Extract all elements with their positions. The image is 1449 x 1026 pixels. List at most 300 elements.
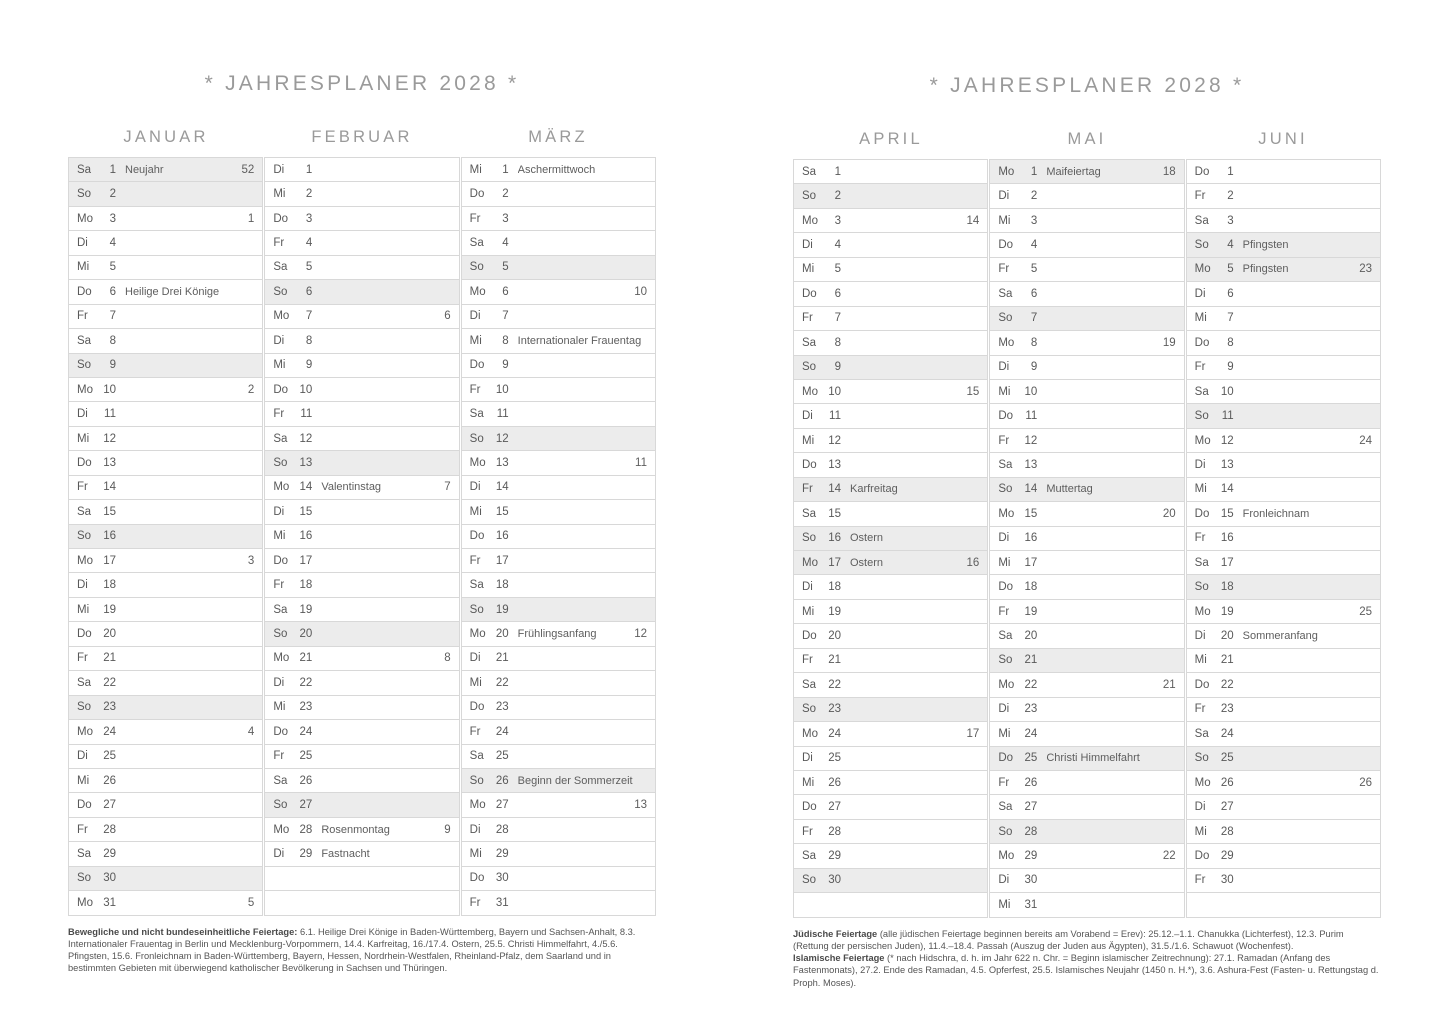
day-row (69, 867, 262, 891)
day-number: 9 (502, 359, 509, 372)
day-number: 29 (1024, 849, 1038, 862)
day-number: 11 (1221, 410, 1234, 423)
day-number: 4 (109, 237, 116, 250)
week-number: 18 (1162, 165, 1176, 178)
day-number: 21 (495, 652, 509, 665)
day-of-week: Sa (802, 678, 817, 691)
day-number: 17 (828, 556, 841, 569)
day-of-week: Di (998, 361, 1010, 374)
day-of-week: Do (77, 285, 92, 298)
day-row (1187, 722, 1380, 746)
month-column-märz (461, 157, 656, 916)
week-number: 13 (634, 799, 647, 812)
day-row (69, 207, 262, 231)
day-number: 9 (109, 359, 116, 372)
day-row (990, 282, 1183, 306)
day-of-week: So (273, 456, 288, 469)
day-of-week: Do (998, 581, 1014, 594)
day-number: 2 (834, 190, 841, 203)
day-row (990, 722, 1183, 746)
day-row (462, 231, 655, 255)
day-row (69, 622, 262, 646)
day-row (462, 842, 655, 866)
day-number: 27 (103, 799, 116, 812)
day-row (990, 624, 1183, 648)
day-of-week: So (469, 261, 484, 274)
day-number: 11 (300, 408, 313, 421)
day-of-week: Fr (802, 312, 813, 325)
page-left (0, 0, 724, 1026)
day-of-week: Di (1194, 801, 1206, 814)
day-of-week: Di (77, 750, 88, 763)
day-number: 10 (103, 383, 116, 396)
day-number: 9 (1227, 361, 1234, 374)
day-number: 25 (495, 750, 509, 763)
day-number: 30 (495, 872, 509, 885)
day-of-week: Sa (273, 261, 288, 274)
day-of-week: Sa (998, 287, 1013, 300)
day-number: 18 (1024, 581, 1038, 594)
day-of-week: Sa (273, 774, 288, 787)
day-number: 1 (834, 165, 841, 178)
day-of-week: So (802, 190, 817, 203)
day-number: 6 (305, 285, 313, 298)
day-row (462, 720, 655, 744)
day-number: 3 (834, 214, 841, 227)
day-row (462, 793, 655, 817)
week-number: 6 (444, 310, 451, 323)
day-number: 4 (502, 237, 509, 250)
day-row (1187, 502, 1380, 526)
day-number: 27 (299, 799, 313, 812)
day-of-week: Fr (802, 483, 813, 496)
day-of-week: Mo (1194, 434, 1211, 447)
week-number: 15 (966, 385, 980, 398)
day-number: 10 (828, 385, 841, 398)
day-number: 3 (1030, 214, 1038, 227)
day-number: 12 (828, 434, 841, 447)
day-number: 22 (103, 676, 116, 689)
day-row (69, 745, 262, 769)
day-row (794, 307, 987, 331)
day-number: 12 (299, 432, 313, 445)
day-number: 14 (828, 483, 841, 496)
day-number: 24 (103, 725, 116, 738)
day-of-week: Di (1194, 458, 1206, 471)
day-row (265, 354, 458, 378)
holiday-label: Valentinstag (321, 481, 382, 494)
week-number: 14 (966, 214, 980, 227)
day-of-week: Mi (998, 727, 1011, 740)
day-number: 4 (1227, 239, 1234, 252)
day-number: 30 (1220, 874, 1234, 887)
day-number: 27 (1024, 801, 1038, 814)
day-row (1187, 160, 1380, 184)
day-row (990, 771, 1183, 795)
day-number: 6 (109, 285, 116, 298)
day-of-week: So (469, 603, 484, 616)
month-column-juni (1186, 159, 1381, 918)
day-row (990, 698, 1183, 722)
day-of-week: So (273, 628, 288, 641)
day-number: 8 (1227, 336, 1234, 349)
day-of-week: Sa (998, 458, 1013, 471)
day-number: 14 (299, 481, 313, 494)
day-row (265, 622, 458, 646)
day-number: 1 (1227, 165, 1234, 178)
day-row (462, 402, 655, 426)
day-row (69, 329, 262, 353)
day-of-week: Mi (469, 676, 482, 689)
day-number: 23 (1024, 703, 1038, 716)
week-number: 3 (247, 554, 255, 567)
day-number: 24 (299, 725, 313, 738)
footnote-right (793, 928, 1381, 989)
day-row (265, 329, 458, 353)
day-of-week: Sa (77, 676, 92, 689)
day-row (1187, 380, 1380, 404)
day-row (265, 427, 458, 451)
day-of-week: Do (77, 628, 92, 641)
day-of-week: Mo (469, 799, 486, 812)
day-number: 2 (502, 188, 509, 201)
day-of-week: Mi (469, 334, 482, 347)
footnote-islamische (793, 952, 1381, 989)
day-of-week: Di (273, 163, 285, 176)
day-row (265, 525, 458, 549)
day-row (462, 867, 655, 891)
day-number: 26 (1024, 776, 1038, 789)
day-row (1187, 649, 1380, 673)
day-row (265, 598, 458, 622)
day-of-week: Di (802, 410, 813, 423)
day-of-week: So (802, 703, 817, 716)
day-number: 28 (495, 823, 509, 836)
footnote-left (68, 926, 656, 975)
day-row (462, 696, 655, 720)
day-row (69, 500, 262, 524)
day-number: 21 (1220, 654, 1234, 667)
day-number: 11 (1025, 410, 1038, 423)
day-of-week: Fr (802, 825, 813, 838)
day-of-week: Fr (802, 654, 813, 667)
day-of-week: Mi (1194, 483, 1207, 496)
day-number: 3 (305, 212, 313, 225)
day-row (990, 331, 1183, 355)
day-row (990, 673, 1183, 697)
day-number: 23 (299, 701, 313, 714)
day-of-week: Di (802, 581, 813, 594)
day-number: 15 (1024, 507, 1038, 520)
week-number: 17 (966, 727, 980, 740)
day-number: 25 (1024, 752, 1038, 765)
day-of-week: Mi (273, 188, 286, 201)
day-row (462, 745, 655, 769)
day-row (1187, 698, 1380, 722)
day-number: 19 (1220, 605, 1234, 618)
day-row (69, 451, 262, 475)
day-of-week: Fr (77, 652, 88, 665)
day-of-week: Mo (1194, 776, 1211, 789)
day-number: 21 (828, 654, 841, 667)
day-of-week: Fr (469, 896, 481, 909)
day-number: 1 (1030, 165, 1038, 178)
day-number: 30 (828, 874, 841, 887)
day-number: 26 (103, 774, 116, 787)
day-of-week: Do (802, 458, 817, 471)
day-number: 17 (1220, 556, 1234, 569)
day-of-week: Mi (1194, 312, 1207, 325)
day-of-week: Mo (1194, 263, 1211, 276)
day-number: 23 (495, 701, 509, 714)
footnote-juedische-lead: Jüdische Feiertage (793, 928, 878, 939)
day-of-week: So (469, 774, 484, 787)
day-number: 20 (103, 628, 116, 641)
day-of-week: Mo (802, 214, 818, 227)
day-of-week: Di (77, 579, 88, 592)
day-number: 10 (1220, 385, 1234, 398)
day-number: 12 (1220, 434, 1234, 447)
day-row (1187, 429, 1380, 453)
day-of-week: Sa (802, 336, 817, 349)
day-number: 24 (1220, 727, 1234, 740)
footnote-islamische-text: (* nach Hidschra, d. h. im Jahr 622 n. Chr. = Beginn islamischer Zeitrechnung): 27.1. Ramadan (Anfang des Fastenmonats), 27.2. Ende des Ramadan, 4.5. Opferfest, 25.5. Islamisches Neujahr (1450 n. H.*), 3.6. Ashura-Fest (Fasten- u. Rettungstag d. Proph. Moses). (793, 953, 1379, 988)
day-row (265, 500, 458, 524)
day-number: 3 (1227, 214, 1234, 227)
day-row (1187, 184, 1380, 208)
day-number: 24 (495, 725, 509, 738)
week-number: 10 (634, 285, 647, 298)
day-number: 31 (103, 896, 116, 909)
day-number: 28 (103, 823, 116, 836)
day-number: 29 (495, 847, 509, 860)
page-title-left: * JAHRESPLANER 2028 * (204, 72, 520, 95)
day-of-week: Mi (802, 605, 815, 618)
day-of-week: Fr (1194, 532, 1206, 545)
week-number: 24 (1359, 434, 1372, 447)
day-of-week: Sa (77, 163, 92, 176)
day-row (1187, 747, 1380, 771)
day-row (1187, 478, 1380, 502)
day-number: 14 (1220, 483, 1234, 496)
day-number: 28 (828, 825, 841, 838)
day-row (794, 478, 987, 502)
day-of-week: Fr (998, 605, 1010, 618)
day-number: 27 (1220, 801, 1234, 814)
day-of-week: Sa (77, 505, 92, 518)
day-row (990, 575, 1183, 599)
day-of-week: Do (1194, 165, 1210, 178)
day-number: 19 (103, 603, 116, 616)
holiday-label: Christi Himmelfahrt (1046, 752, 1140, 765)
day-number: 2 (1030, 190, 1038, 203)
day-number: 3 (109, 212, 116, 225)
day-number: 7 (834, 312, 841, 325)
day-number: 20 (495, 628, 509, 641)
day-of-week: Mo (469, 285, 486, 298)
day-row (794, 233, 987, 257)
day-row (69, 402, 262, 426)
day-number: 26 (299, 774, 313, 787)
day-of-week: Sa (998, 630, 1013, 643)
day-of-week: Mo (77, 896, 93, 909)
day-row (794, 282, 987, 306)
day-number: 9 (834, 361, 841, 374)
day-row (794, 624, 987, 648)
day-of-week: Mi (77, 603, 90, 616)
day-row (990, 233, 1183, 257)
day-number: 25 (103, 750, 116, 763)
day-number: 14 (103, 481, 116, 494)
day-of-week: Do (1194, 678, 1210, 691)
day-of-week: Sa (802, 507, 817, 520)
day-of-week: Mo (802, 727, 818, 740)
day-number: 5 (1227, 263, 1234, 276)
day-of-week: So (998, 654, 1013, 667)
day-number: 12 (103, 432, 116, 445)
day-of-week: Mo (998, 507, 1015, 520)
day-row (990, 356, 1183, 380)
day-of-week: Sa (802, 165, 817, 178)
day-row (69, 573, 262, 597)
week-number: 2 (247, 383, 255, 396)
day-of-week: Di (77, 237, 88, 250)
day-of-week: Mi (802, 776, 815, 789)
day-row (1187, 869, 1380, 893)
day-of-week: Di (802, 752, 813, 765)
day-number: 11 (104, 408, 116, 421)
week-number: 21 (1162, 678, 1176, 691)
page-right (725, 0, 1449, 1026)
day-row (69, 158, 262, 182)
day-row (1187, 233, 1380, 257)
day-of-week: Di (469, 481, 481, 494)
day-number: 15 (495, 505, 509, 518)
day-of-week: Mo (77, 383, 93, 396)
day-of-week: Fr (77, 310, 88, 323)
day-of-week: Fr (469, 554, 481, 567)
day-number: 16 (495, 530, 509, 543)
day-of-week: Sa (77, 334, 92, 347)
day-number: 7 (502, 310, 509, 323)
day-number: 14 (495, 481, 509, 494)
day-row (69, 598, 262, 622)
day-row (462, 598, 655, 622)
day-of-week: Di (273, 847, 285, 860)
day-number: 28 (299, 823, 313, 836)
day-row (794, 575, 987, 599)
day-of-week: Di (469, 823, 481, 836)
day-number: 5 (834, 263, 841, 276)
day-of-week: Do (802, 801, 817, 814)
day-number: 30 (103, 872, 116, 885)
day-row (462, 891, 655, 915)
day-row (794, 209, 987, 233)
day-row (990, 502, 1183, 526)
day-number: 6 (1227, 287, 1234, 300)
day-row (990, 747, 1183, 771)
week-number: 5 (247, 896, 255, 909)
month-column-februar (264, 157, 459, 916)
day-number: 15 (1220, 507, 1234, 520)
day-number: 20 (1024, 630, 1038, 643)
day-of-week: Di (998, 190, 1010, 203)
day-row (462, 158, 655, 182)
day-row (794, 258, 987, 282)
holiday-label: Frühlingsanfang (517, 628, 597, 641)
day-number: 13 (1024, 458, 1038, 471)
day-number: 1 (109, 163, 116, 176)
day-row (265, 696, 458, 720)
day-row (265, 256, 458, 280)
day-of-week: Mo (77, 212, 93, 225)
day-of-week: Mi (998, 385, 1011, 398)
day-number: 4 (1030, 239, 1038, 252)
day-row (69, 256, 262, 280)
day-of-week: Di (1194, 287, 1206, 300)
day-row (265, 207, 458, 231)
footnote-juedische-text: (alle jüdischen Feiertage beginnen bereits am Vorabend = Erev): 25.12.–1.1. Chanukka (Lichterfest), 12.3. Purim (Rettung der persischen Juden), 11.4.–18.4. Passah (Auszug der Juden aus Ägypten), 31.5./1.6. Schawuot (Wochenfest). (793, 928, 1344, 951)
day-number: 20 (299, 628, 313, 641)
day-of-week: Di (273, 334, 285, 347)
day-row (794, 453, 987, 477)
day-number: 5 (1030, 263, 1038, 276)
day-row (1187, 575, 1380, 599)
footnote-left-text: 6.1. Heilige Drei Könige in Baden-Württemberg, Bayern und Sachsen-Anhalt, 8.3. Internationaler Frauentag in Berlin und Mecklenburg-Vorpommern, 14.4. Karfreitag, 16./17.4. Ostern, 25.5. Christi Himmelfahrt, 4./5.6. Pfingsten, 15.6. Fronleichnam in Baden-Württemberg, Bayern, Hessen, Nordrhein-Westfalen, Rheinland-Pfalz, dem Saarland und in bestimmten Gebieten mit überwiegend katholischer Bevölkerung in Sachsen und Thüringen. (68, 926, 636, 974)
day-row (990, 478, 1183, 502)
day-row (265, 182, 458, 206)
day-number: 29 (1220, 849, 1234, 862)
week-number: 16 (966, 556, 980, 569)
month-headers-right (793, 130, 1381, 149)
footnote-left-lead: Bewegliche und nicht bundeseinheitliche Feiertage: (68, 926, 298, 937)
day-row (462, 378, 655, 402)
day-of-week: Fr (469, 725, 481, 738)
day-row (990, 209, 1183, 233)
day-row (794, 673, 987, 697)
day-row (265, 573, 458, 597)
day-row (990, 429, 1183, 453)
day-number: 13 (1220, 458, 1234, 471)
day-row (69, 842, 262, 866)
day-number: 25 (828, 752, 841, 765)
week-number: 52 (241, 163, 255, 176)
day-row (462, 256, 655, 280)
day-number: 26 (1220, 776, 1234, 789)
day-number: 19 (1024, 605, 1038, 618)
day-of-week: Mo (1194, 605, 1211, 618)
day-number: 22 (495, 676, 509, 689)
day-number: 16 (1220, 532, 1234, 545)
day-of-week: So (77, 359, 92, 372)
day-number: 13 (103, 456, 116, 469)
day-row (1187, 307, 1380, 331)
day-of-week: Sa (1194, 727, 1209, 740)
day-of-week: Mo (273, 310, 290, 323)
day-of-week: Do (273, 383, 289, 396)
calendar-columns-right (793, 159, 1381, 918)
day-number: 5 (109, 261, 116, 274)
day-number: 25 (1220, 752, 1234, 765)
day-number: 8 (109, 334, 116, 347)
day-row (69, 182, 262, 206)
day-row (1187, 404, 1380, 428)
day-row (1187, 527, 1380, 551)
day-number: 6 (834, 287, 841, 300)
day-of-week: Do (77, 799, 92, 812)
day-row (462, 573, 655, 597)
day-of-week: Mo (273, 823, 290, 836)
